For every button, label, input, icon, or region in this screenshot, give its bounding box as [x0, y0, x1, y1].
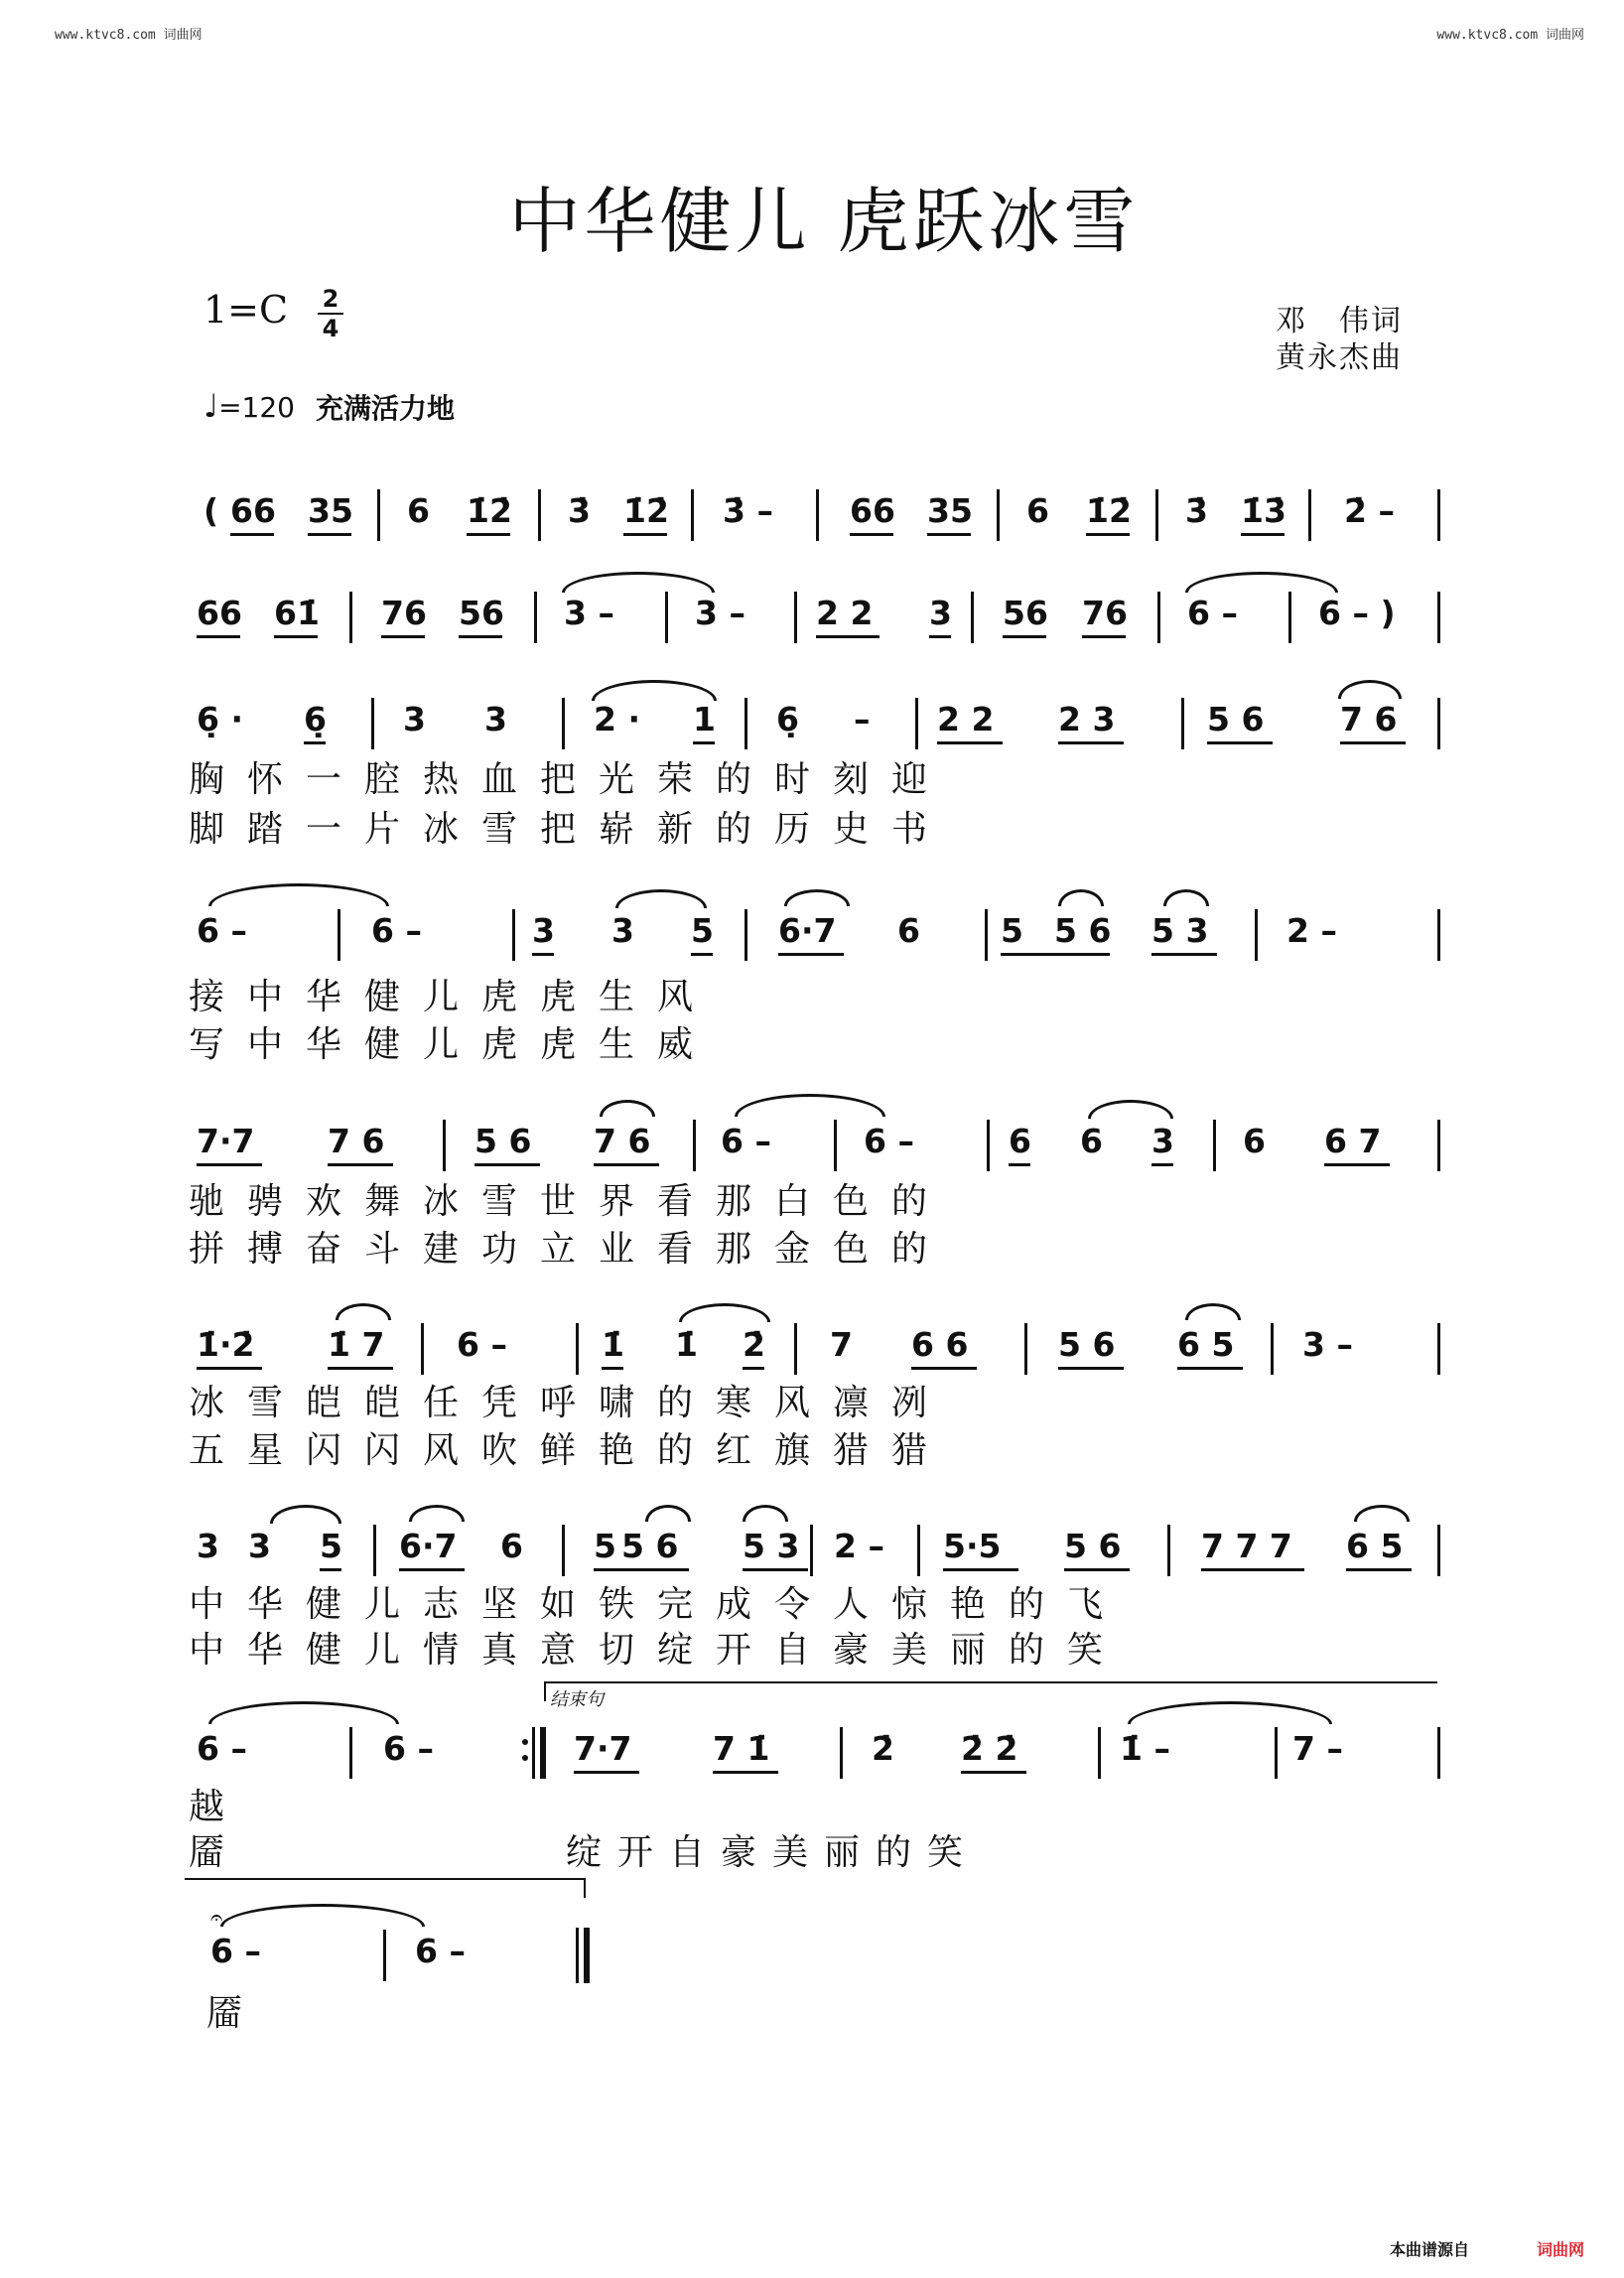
note: 6 – — [197, 1729, 247, 1768]
lyrics-verse-2: 写中华健儿虎虎生威 — [189, 1024, 717, 1065]
note: 1̇ – — [1120, 1729, 1170, 1768]
note: 1̇·2̇ — [197, 1325, 255, 1364]
note: 6 – ) — [1318, 594, 1396, 632]
note: 3 — [611, 911, 634, 950]
note: 3 – — [1302, 1325, 1353, 1364]
note: 6 — [1026, 491, 1049, 530]
note: 6 – — [864, 1122, 914, 1160]
site-url-right: www.ktvc8.com 词曲网 — [1436, 28, 1584, 43]
note: 6 6 — [911, 1325, 969, 1364]
note: 35 — [308, 491, 353, 530]
note: 3̇ – — [723, 491, 773, 530]
note: 2 3 — [1058, 700, 1116, 738]
key-signature: 1=C — [203, 288, 289, 332]
note: 6 — [500, 1527, 523, 1565]
note: 1̇2̇ — [467, 491, 512, 530]
note: 7 6 — [1340, 700, 1398, 738]
note: 6 – — [457, 1325, 507, 1364]
note: 1 — [693, 700, 716, 738]
note: 5·5 — [943, 1527, 1002, 1565]
note: 5 6 — [1064, 1527, 1122, 1565]
note: 6̣ — [776, 700, 799, 738]
note: 7 7 7 — [1201, 1527, 1292, 1565]
note: 6·7 — [778, 911, 837, 950]
expression-marking: 充满活力地 — [316, 392, 456, 425]
note: 2 2 — [937, 700, 995, 738]
note: 7·7 — [197, 1122, 255, 1160]
note: 5 6 — [621, 1527, 679, 1565]
note: 2̇ — [743, 1325, 765, 1364]
note: 6 – — [383, 1729, 434, 1768]
note: 5 6 — [1207, 700, 1265, 738]
note: 76 — [1082, 594, 1128, 632]
note: 3 — [1151, 1122, 1174, 1160]
note: 2 2 — [816, 594, 874, 632]
note: 7 – — [1292, 1729, 1343, 1768]
note: 5 3 — [1151, 911, 1209, 950]
note: 6 7 — [1324, 1122, 1382, 1160]
lyrics-ending: 绽开自豪美丽的笑 — [566, 1832, 980, 1873]
note: 3 — [197, 1527, 219, 1565]
note: 1̇2̇ — [623, 491, 669, 530]
note: 3 — [484, 700, 507, 738]
note: 5 6 — [1054, 911, 1112, 950]
note: 6 — [407, 491, 430, 530]
note: 6 – — [721, 1122, 771, 1160]
note: 7 — [830, 1325, 853, 1364]
meter-bottom: 4 — [322, 315, 339, 342]
lyrics-verse-1: 驰骋欢舞冰雪世界看那白色的 — [189, 1181, 951, 1222]
note: 2 · — [594, 700, 640, 738]
lyrics-verse-2: 靥 — [189, 1832, 248, 1873]
note: 1̇ — [602, 1325, 624, 1364]
note: 5 — [594, 1527, 616, 1565]
brand-logo: 词曲网 — [1537, 2240, 1585, 2259]
note: 7 6 — [328, 1122, 385, 1160]
note: 6 – — [1187, 594, 1238, 632]
note: 3 — [532, 911, 555, 950]
note: 7·7 — [574, 1729, 632, 1768]
note: 5 6 — [474, 1122, 532, 1160]
note: 5 — [320, 1527, 342, 1565]
note: 6 — [897, 911, 920, 950]
note: 6 — [1080, 1122, 1103, 1160]
fermata-icon: 𝄐 — [210, 1906, 223, 1931]
lyrics-verse-1: 靥 — [206, 1993, 266, 2034]
note: 6 – — [415, 1932, 466, 1970]
note: 2 – — [1286, 911, 1337, 950]
note: 6̣ · — [197, 700, 243, 738]
tempo-value: =120 — [218, 391, 295, 424]
paren-open: ( — [203, 491, 219, 530]
note: 6 — [1009, 1122, 1031, 1160]
note: 3 — [248, 1527, 271, 1565]
quarter-note-icon: ♩ — [203, 387, 219, 425]
source-label: 本曲谱源自 — [1390, 2240, 1470, 2259]
note: 3 — [403, 700, 426, 738]
note: 66 — [230, 491, 276, 530]
note: 66 — [197, 594, 242, 632]
note: 7 6 — [594, 1122, 651, 1160]
note: 7 1̇ — [713, 1729, 770, 1768]
note: 5 — [691, 911, 714, 950]
note: 35 — [927, 491, 973, 530]
note: 3̇ — [1185, 491, 1208, 530]
song-title: 中华健儿 虎跃冰雪 — [508, 180, 1140, 263]
note: 6 — [1243, 1122, 1266, 1160]
lyrics-verse-1: 中华健儿志坚如铁完成令人惊艳的飞 — [189, 1584, 1127, 1625]
note: 2̇ — [872, 1729, 894, 1768]
note: 3 – — [564, 594, 614, 632]
note: 61̇ — [274, 594, 320, 632]
note: 2̇ 2̇ — [961, 1729, 1018, 1768]
watermark-strip-left — [4, 30, 20, 2248]
note: 6 – — [197, 911, 247, 950]
time-signature — [318, 286, 343, 341]
note: 1̇3̇ — [1241, 491, 1286, 530]
note: 1̇ — [675, 1325, 698, 1364]
composer: 黄永杰曲 — [1276, 340, 1403, 375]
ending-label: 结束句 — [550, 1689, 604, 1710]
note: 5 — [1001, 911, 1023, 950]
note: 5 3 — [743, 1527, 800, 1565]
note: 2̇ – — [1344, 491, 1395, 530]
lyrics-verse-1: 越 — [189, 1787, 248, 1827]
lyrics-verse-2: 五星闪闪风吹鲜艳的红旗猎猎 — [189, 1430, 951, 1471]
note: 66 — [850, 491, 895, 530]
note: 2 – — [834, 1527, 884, 1565]
meter-top: 2 — [322, 285, 339, 313]
lyrics-verse-1: 冰雪皑皑任凭呼啸的寒风凛冽 — [189, 1383, 951, 1423]
note: 56 — [459, 594, 504, 632]
note: 76 — [381, 594, 427, 632]
tempo-marking — [203, 387, 295, 425]
note: 6 – — [371, 911, 422, 950]
note: 3̇ — [568, 491, 591, 530]
note: 6 5 — [1177, 1325, 1235, 1364]
note: 56 — [1003, 594, 1048, 632]
note: 5 6 — [1058, 1325, 1116, 1364]
site-url-left: www.ktvc8.com 词曲网 — [55, 28, 203, 43]
note: 6·7 — [399, 1527, 458, 1565]
lyrics-verse-1: 接中华健儿虎虎生风 — [189, 977, 717, 1017]
note: – — [854, 700, 871, 738]
note: 3 – — [695, 594, 745, 632]
lyrics-verse-1: 胸怀一腔热血把光荣的时刻迎 — [189, 759, 951, 800]
lyrics-verse-2: 脚踏一片冰雪把崭新的历史书 — [189, 809, 951, 850]
note: 6 – — [210, 1932, 261, 1970]
lyricist: 邓 伟词 — [1276, 304, 1403, 338]
watermark-strip-right — [1604, 30, 1620, 2248]
lyrics-verse-2: 中华健儿情真意切绽开自豪美丽的笑 — [189, 1630, 1127, 1671]
note: 6 5 — [1346, 1527, 1404, 1565]
note: 1̇2̇ — [1086, 491, 1132, 530]
lyrics-verse-2: 拼搏奋斗建功立业看那金色的 — [189, 1229, 951, 1270]
note: 1̇ 7 — [328, 1325, 385, 1364]
note: 3 — [929, 594, 952, 632]
note: 6̣ — [304, 700, 327, 738]
